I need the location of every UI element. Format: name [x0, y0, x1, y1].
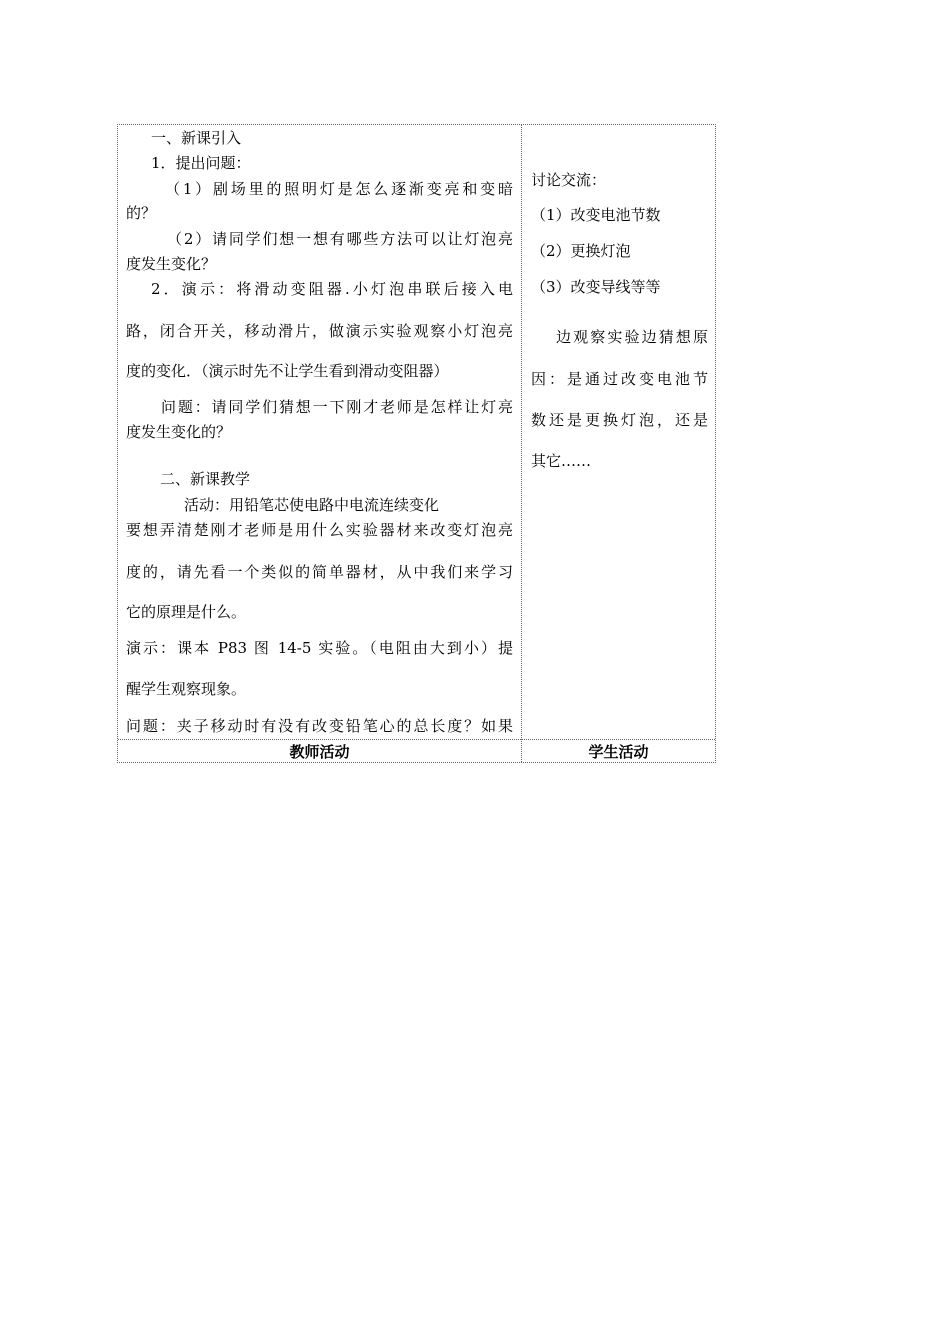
teacher-line: 度发生变化的？ [126, 423, 232, 441]
teacher-activity-header: 教师活动 [289, 743, 350, 761]
student-line: 边观察实验边猜想原 [556, 328, 708, 346]
student-line: （3）改变导线等等 [531, 278, 661, 296]
student-line: 讨论交流： [531, 171, 607, 189]
teacher-line: 演示：课本 P83 图 14-5 实验。（电阻由大到小）提 [126, 639, 513, 657]
row-divider [118, 739, 715, 740]
teacher-line: 二、新课教学 [160, 470, 251, 488]
teacher-line: 度的，请先看一个类似的简单器材，从中我们来学习 [126, 563, 513, 581]
teacher-line: 问题：夹子移动时有没有改变铅笔心的总长度？如果 [126, 717, 513, 735]
teacher-line: 度的变化．（演示时先不让学生看到滑动变阻器） [126, 362, 449, 380]
teacher-line: 要想弄清楚刚才老师是用什么实验器材来改变灯泡亮 [126, 521, 513, 539]
teacher-line: 2．演示：将滑动变阻器.小灯泡串联后接入电 [151, 280, 513, 298]
teacher-line: 醒学生观察现象。 [126, 680, 247, 698]
lesson-table [117, 124, 716, 763]
teacher-line: （2）请同学们想一想有哪些方法可以让灯泡亮 [167, 230, 513, 248]
student-line: 其它…… [531, 452, 592, 470]
teacher-line: 活动：用铅笔芯使电路中电流连续变化 [184, 496, 440, 514]
teacher-line: 它的原理是什么。 [126, 603, 247, 621]
teacher-line: 问题：请同学们猜想一下刚才老师是怎样让灯亮 [161, 398, 513, 416]
student-activity-header: 学生活动 [588, 743, 649, 761]
teacher-line: 的？ [126, 204, 157, 222]
teacher-line: 1．提出问题： [151, 154, 251, 172]
teacher-line: 路，闭合开关，移动滑片，做演示实验观察小灯泡亮 [126, 322, 513, 340]
teacher-line: （1）剧场里的照明灯是怎么逐渐变亮和变暗 [165, 180, 513, 198]
teacher-line: 度发生变化？ [126, 255, 217, 273]
column-divider [521, 125, 522, 762]
student-line: （2）更换灯泡 [531, 242, 631, 260]
student-line: 数还是更换灯泡，还是 [531, 411, 708, 429]
teacher-line: 一、新课引入 [151, 129, 242, 147]
student-line: 因：是通过改变电池节 [531, 370, 708, 388]
student-line: （1）改变电池节数 [531, 206, 661, 224]
